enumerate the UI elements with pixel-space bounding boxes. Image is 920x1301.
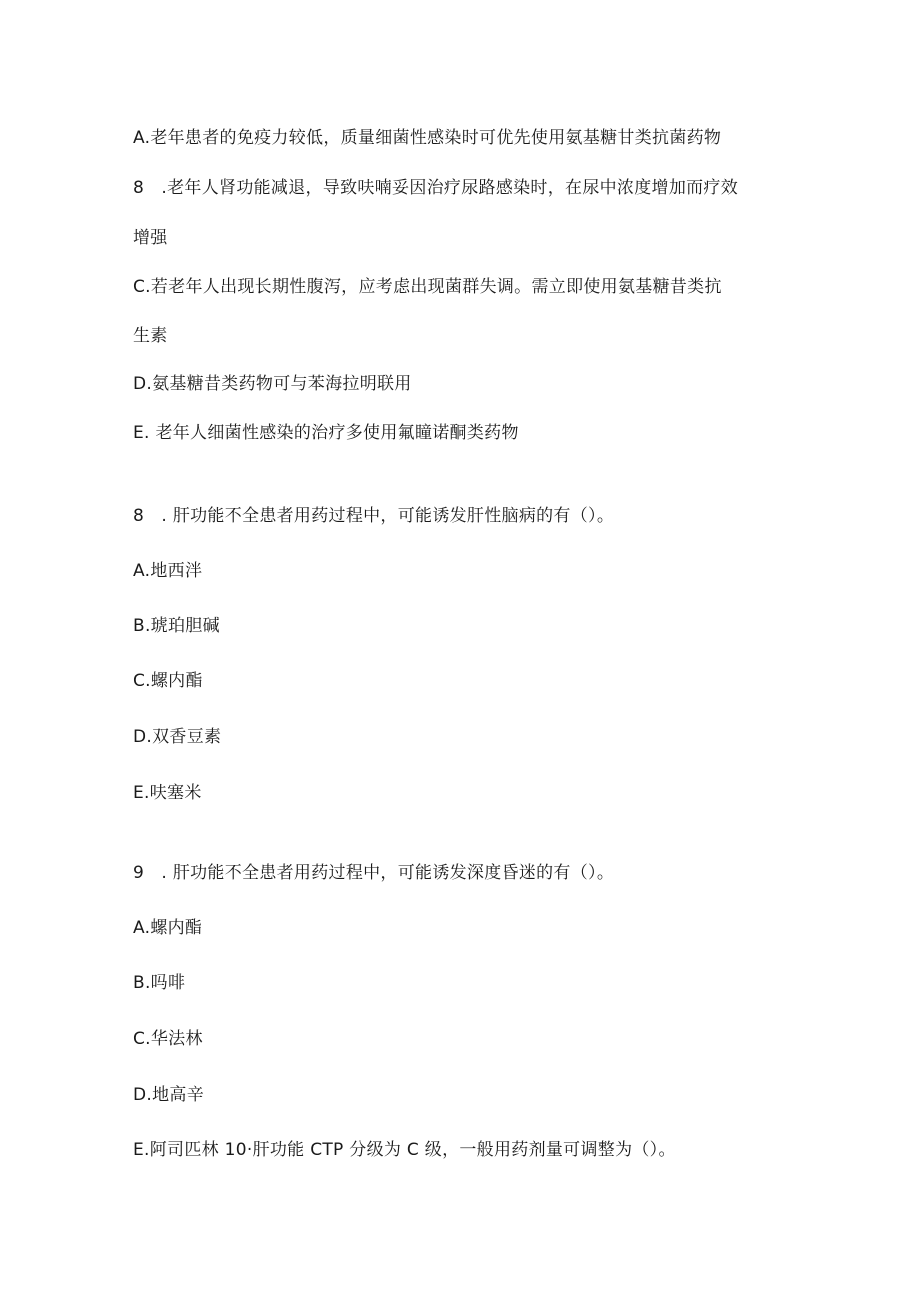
q8-option-c: C.螺内酯 — [133, 671, 203, 691]
question-8-continued-line-2: 增强 — [133, 228, 168, 248]
option-c-line-1: C.若老年人出现长期性腹泻，应考虑出现菌群失调。需立即使用氨基糖昔类抗 — [133, 277, 722, 297]
question-8-stem: 8 . 肝功能不全患者用药过程中，可能诱发肝性脑病的有（）。 — [133, 506, 615, 526]
question-9-stem: 9 . 肝功能不全患者用药过程中，可能诱发深度昏迷的有（）。 — [133, 863, 615, 883]
question-8-continued-line-1: 8 .老年人肾功能减退，导致呋喃妥因治疗尿路感染时，在尿中浓度增加而疗效 — [133, 178, 739, 198]
q8-option-a: A.地西泮 — [133, 561, 203, 581]
q8-option-b: B.琥珀胆碱 — [133, 616, 220, 636]
option-e: E. 老年人细菌性感染的治疗多使用氟瞳诺酮类药物 — [133, 423, 519, 443]
q9-option-d: D.地高辛 — [133, 1085, 204, 1105]
q9-option-a: A.螺内酯 — [133, 918, 203, 938]
q9-option-c: C.华法林 — [133, 1029, 203, 1049]
option-d: D.氨基糖昔类药物可与苯海拉明联用 — [133, 374, 412, 394]
q8-option-e: E.呋塞米 — [133, 783, 202, 803]
option-a: A.老年患者的免疫力较低，质量细菌性感染时可优先使用氨基糖甘类抗菌药物 — [133, 128, 722, 148]
q9-option-e-and-question-10: E.阿司匹林 10·肝功能 CTP 分级为 C 级，一般用药剂量可调整为（）。 — [133, 1140, 676, 1160]
option-c-line-2: 生素 — [133, 326, 168, 346]
q9-option-b: B.吗啡 — [133, 973, 186, 993]
q8-option-d: D.双香豆素 — [133, 727, 222, 747]
